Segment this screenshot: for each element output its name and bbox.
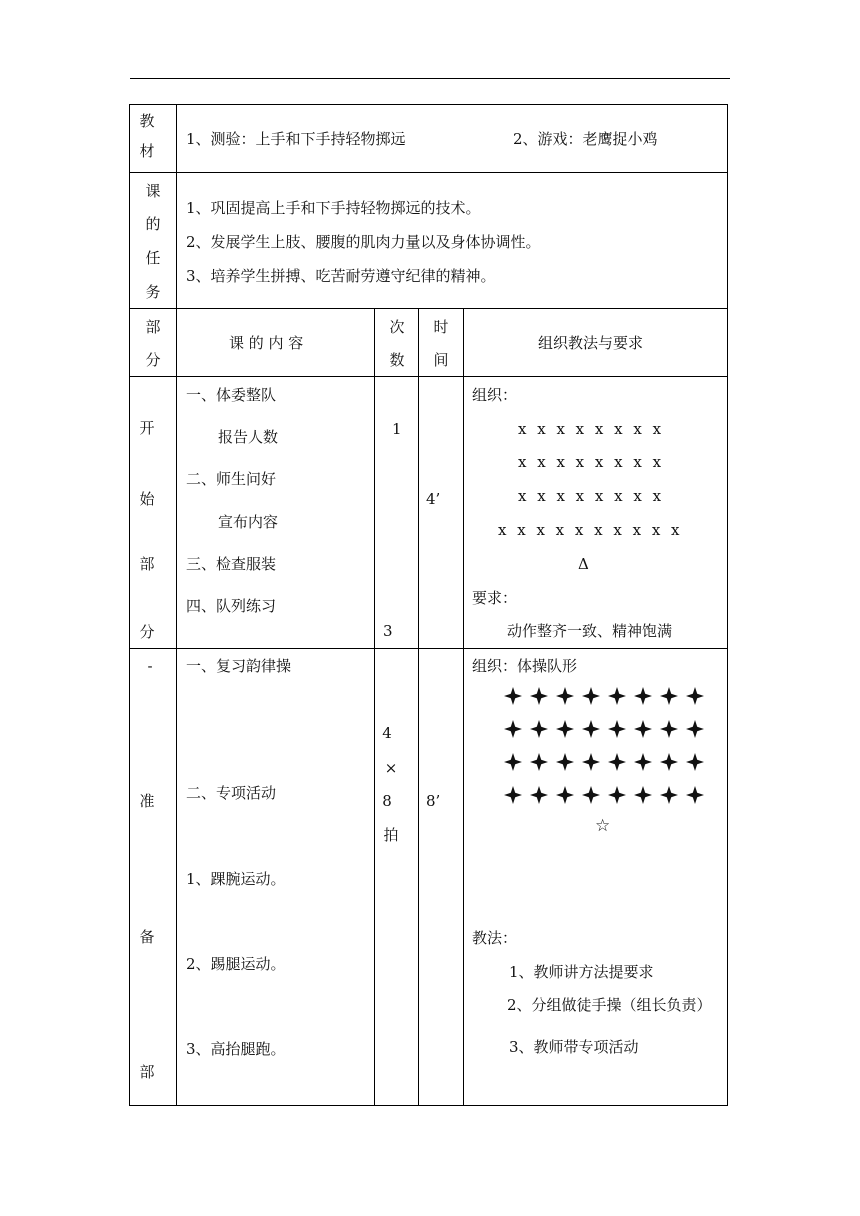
table-line: [129, 172, 728, 173]
start-content-item: 宣布内容: [218, 513, 279, 531]
table-line: [129, 1105, 728, 1106]
table-line: [418, 308, 419, 1106]
four-point-star-icon: [685, 785, 705, 805]
four-point-star-icon: [581, 686, 601, 706]
table-line: [129, 376, 728, 377]
start-label-char: 始: [139, 490, 155, 508]
prep-method-item: 1、教师讲方法提要求: [509, 963, 654, 981]
prep-content-item: 1、踝腕运动。: [186, 870, 286, 888]
start-content-item: 一、体委整队: [186, 386, 277, 404]
header-part-char: 分: [145, 351, 161, 369]
prep-content-item: 二、专项活动: [186, 784, 277, 802]
four-point-star-icon: [503, 785, 523, 805]
start-content-item: 报告人数: [218, 428, 279, 446]
start-count-bottom: 3: [383, 622, 393, 640]
prep-time: 8’: [426, 792, 441, 810]
header-count-char: 次: [389, 318, 405, 336]
materials-label-char: 教: [139, 112, 155, 130]
table-line: [727, 104, 728, 1106]
four-point-star-icon: [607, 686, 627, 706]
four-point-star-icon: [555, 752, 575, 772]
four-point-star-icon: [581, 719, 601, 739]
table-line: [129, 104, 130, 1106]
table-line: [176, 104, 177, 1106]
four-point-star-icon: [555, 785, 575, 805]
start-label-char: 部: [139, 555, 155, 573]
start-time: 4’: [426, 490, 441, 508]
prep-label-char: 准: [139, 792, 155, 810]
prep-label-char: 备: [139, 928, 155, 946]
four-point-star-icon: [581, 785, 601, 805]
prep-count-char: 拍: [383, 826, 399, 844]
four-point-star-icon: [607, 752, 627, 772]
header-content: 课 的 内 容: [229, 334, 304, 352]
four-point-star-icon: [685, 719, 705, 739]
start-label-char: 开: [139, 419, 155, 437]
prep-count-char: ×: [384, 759, 398, 777]
four-point-star-icon: [633, 785, 653, 805]
tasks-label-char: 任: [145, 249, 161, 267]
prep-method-item: 3、教师带专项活动: [509, 1038, 639, 1056]
tasks-label-char: 课: [145, 182, 161, 200]
tasks-label-char: 务: [145, 283, 161, 301]
table-line: [463, 308, 464, 1106]
four-point-star-icon: [659, 752, 679, 772]
tasks-label-char: 的: [145, 215, 161, 233]
four-point-star-icon: [607, 719, 627, 739]
materials-item-2: 2、游戏：老鹰捉小鸡: [513, 130, 658, 148]
four-point-star-icon: [529, 686, 549, 706]
four-point-star-icon: [529, 719, 549, 739]
header-time-char: 间: [433, 351, 449, 369]
start-label-char: 分: [139, 623, 155, 641]
prep-org-label: 组织：体操队形: [472, 657, 578, 675]
prep-method-item: 2、分组做徒手操（组长负责）: [507, 996, 712, 1014]
teacher-symbol: Δ: [578, 555, 589, 573]
prep-content-item: 3、高抬腿跑。: [186, 1040, 286, 1058]
four-point-star-icon: [581, 752, 601, 772]
four-point-star-icon: [659, 785, 679, 805]
start-content-item: 四、队列练习: [186, 597, 277, 615]
prep-count-char: 4: [382, 724, 392, 742]
task-item: 2、发展学生上肢、腰腹的肌肉力量以及身体协调性。: [186, 233, 541, 251]
materials-item-1: 1、测验：上手和下手持轻物掷远: [186, 130, 406, 148]
header-rule: [130, 78, 730, 79]
four-point-star-icon: [659, 719, 679, 739]
four-point-star-icon: [555, 686, 575, 706]
start-content-item: 二、师生问好: [186, 470, 277, 488]
header-part-char: 部: [145, 318, 161, 336]
four-point-star-icon: [633, 752, 653, 772]
four-point-star-icon: [685, 686, 705, 706]
prep-content-item: 2、踢腿运动。: [186, 955, 286, 973]
four-point-star-icon: [633, 719, 653, 739]
four-point-star-icon: [555, 719, 575, 739]
four-point-star-icon: [607, 785, 627, 805]
table-line: [129, 648, 728, 649]
table-line: [129, 308, 728, 309]
prep-label-char: -: [147, 657, 153, 675]
header-count-char: 数: [389, 351, 405, 369]
formation-row: x x x x x x x x: [518, 487, 665, 505]
table-line: [374, 308, 375, 1106]
four-point-star-icon: [529, 752, 549, 772]
materials-label-char: 材: [139, 142, 155, 160]
start-req-label: 要求：: [472, 589, 518, 607]
header-method: 组织教法与要求: [538, 334, 644, 352]
four-point-star-icon: [529, 785, 549, 805]
four-point-star-icon: [503, 719, 523, 739]
formation-row: x x x x x x x x: [518, 420, 665, 438]
prep-content-item: 一、复习韵律操: [186, 657, 292, 675]
formation-row: x x x x x x x x: [518, 453, 665, 471]
start-content-item: 三、检查服装: [186, 555, 277, 573]
prep-count-char: 8: [382, 792, 392, 810]
four-point-star-icon: [503, 752, 523, 772]
four-point-star-icon: [685, 752, 705, 772]
four-point-star-icon: [503, 686, 523, 706]
start-org-label: 组织：: [472, 386, 518, 404]
formation-row: x x x x x x x x x x: [498, 521, 683, 539]
start-req-text: 动作整齐一致、精神饱满: [507, 622, 673, 640]
start-count-top: 1: [392, 420, 402, 438]
task-item: 1、巩固提高上手和下手持轻物掷远的技术。: [186, 199, 481, 217]
table-line: [129, 104, 728, 105]
teacher-star-icon: ☆: [595, 816, 611, 836]
prep-method-label: 教法：: [472, 929, 518, 947]
prep-label-char: 部: [139, 1063, 155, 1081]
four-point-star-icon: [659, 686, 679, 706]
header-time-char: 时: [433, 318, 449, 336]
task-item: 3、培养学生拼搏、吃苦耐劳遵守纪律的精神。: [186, 267, 496, 285]
four-point-star-icon: [633, 686, 653, 706]
